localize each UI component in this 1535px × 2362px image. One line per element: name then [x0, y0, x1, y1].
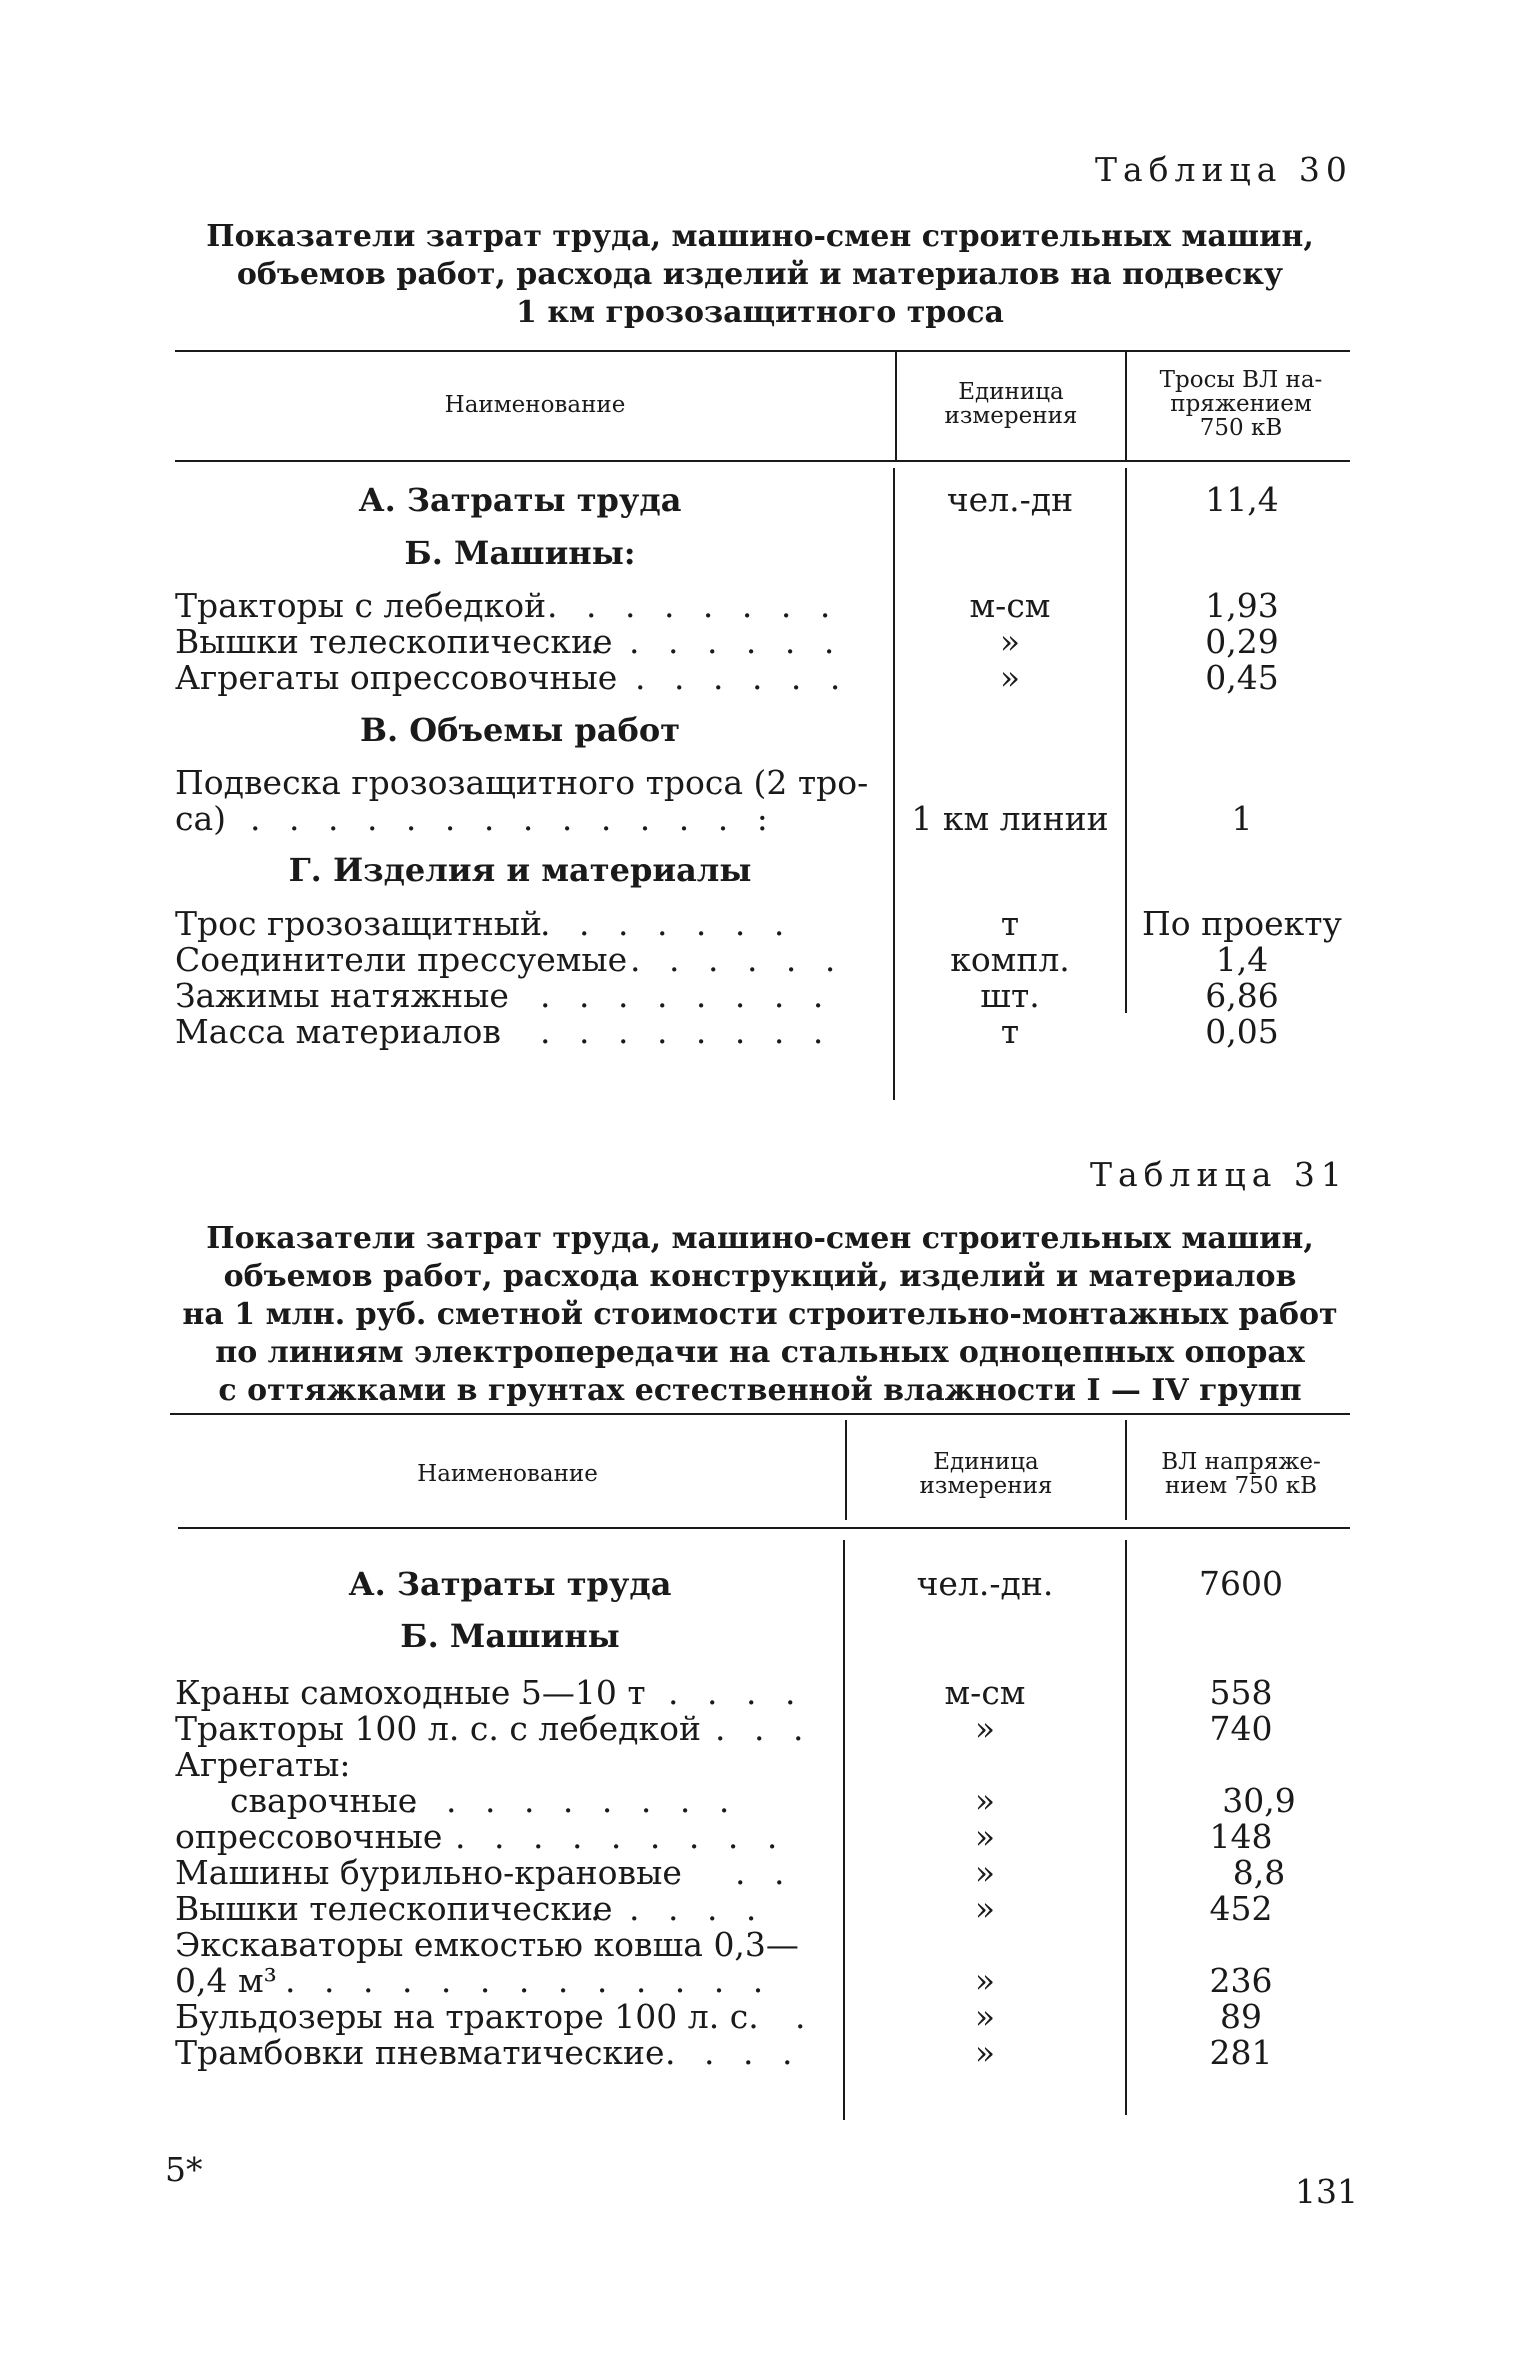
table-row: 0,4 м³ . . . . . . . . . . . . . » 236 — [175, 1961, 1273, 2000]
table-row: Подвеска грозозащитного троса (2 тро- — [175, 763, 869, 802]
table-30-col-value-header: Тросы ВЛ на- пряжением 750 кВ — [1159, 367, 1323, 441]
table-30-number: Таблица 30 — [1095, 150, 1353, 189]
table-31-top-rule — [170, 1413, 1350, 1415]
table-31-labor-unit: чел.-дн. — [916, 1564, 1054, 1603]
table-31-section-labor: А. Затраты труда — [348, 1565, 672, 1603]
table-row: Масса материалов . . . . . . . . т 0,05 — [175, 1012, 1279, 1051]
table-row: опрессовочные . . . . . . . . . » 148 — [175, 1817, 1273, 1856]
table-row: Экскаваторы емкостью ковша 0,3— — [175, 1925, 799, 1964]
table-row: Соединители прессуемые . . . . . . компл. 1,4 — [175, 940, 1269, 979]
table-row: са) . . . . . . . . . . . . . : 1 км линии 1 — [175, 799, 1253, 838]
table-30-labor-value: 11,4 — [1205, 480, 1279, 519]
table-30-top-rule — [175, 350, 1350, 352]
table-row: Агрегаты опрессовочные . . . . . . » 0,45 — [175, 658, 1279, 697]
table-30-section-materials: Г. Изделия и материалы — [288, 851, 752, 889]
table-row: Краны самоходные 5—10 т . . . . м-см 558 — [175, 1673, 1273, 1712]
table-row: Бульдозеры на тракторе 100 л. с. . » 89 — [175, 1997, 1262, 2036]
table-30-header-rule — [175, 460, 1350, 462]
table-row: Машины бурильно-крановые . . » 8,8 — [175, 1853, 1286, 1892]
table-row: Вышки телескопические . . . . . . . » 0,29 — [175, 622, 1279, 661]
table-row: Трамбовки пневматические . . . . » 281 — [175, 2033, 1273, 2072]
table-row: Трос грозозащитный . . . . . . . т По проекту — [175, 904, 1342, 943]
table-31-title: Показатели затрат труда, машино-смен строительных машин, объемов работ, расхода конструкций, изделий и материалов на 1 млн. руб. сметной стоимости строительно-монтажных работ по линиям электропередачи на стальных одноцепных опорах с оттяжками в грунтах естественной влажности I — IV групп — [182, 1221, 1338, 1408]
table-30-col-name-header: Наименование — [444, 392, 626, 418]
table-row: сварочные . . . . . . . . . » 30,9 — [230, 1781, 1296, 1820]
table-30-col-unit-header: Единица измерения — [944, 379, 1078, 429]
table-31-col-value-header: ВЛ напряже- нием 750 кВ — [1161, 1449, 1321, 1499]
table-row: Вышки телескопические . . . . . » 452 — [175, 1889, 1273, 1928]
table-31-labor-value: 7600 — [1199, 1564, 1283, 1603]
table-31-section-machines: Б. Машины — [400, 1617, 620, 1655]
table-row: Зажимы натяжные . . . . . . . . шт. 6,86 — [175, 976, 1279, 1015]
table-row: Тракторы 100 л. с. с лебедкой . . . » 740 — [175, 1709, 1273, 1748]
table-row: Тракторы с лебедкой . . . . . . . . м-см 1,93 — [175, 586, 1279, 625]
table-row: Агрегаты: — [175, 1745, 351, 1784]
table-31-col-name-header: Наименование — [417, 1461, 598, 1487]
table-31-col-unit-header: Единица измерения — [919, 1449, 1053, 1499]
table-30-title: Показатели затрат труда, машино-смен строительных машин, объемов работ, расхода изделий и материалов на подвеску 1 км грозозащитного троса — [206, 219, 1314, 330]
signature-mark: 5* — [165, 2150, 203, 2189]
table-30-section-volumes: В. Объемы работ — [359, 711, 681, 749]
table-30-section-machines: Б. Машины: — [404, 534, 636, 572]
table-31-number: Таблица 31 — [1090, 1155, 1348, 1194]
table-31-header-rule — [178, 1527, 1350, 1529]
page-number: 131 — [1295, 2172, 1358, 2211]
table-30-section-labor: А. Затраты труда — [358, 481, 682, 519]
table-30-labor-unit: чел.-дн — [946, 480, 1074, 519]
